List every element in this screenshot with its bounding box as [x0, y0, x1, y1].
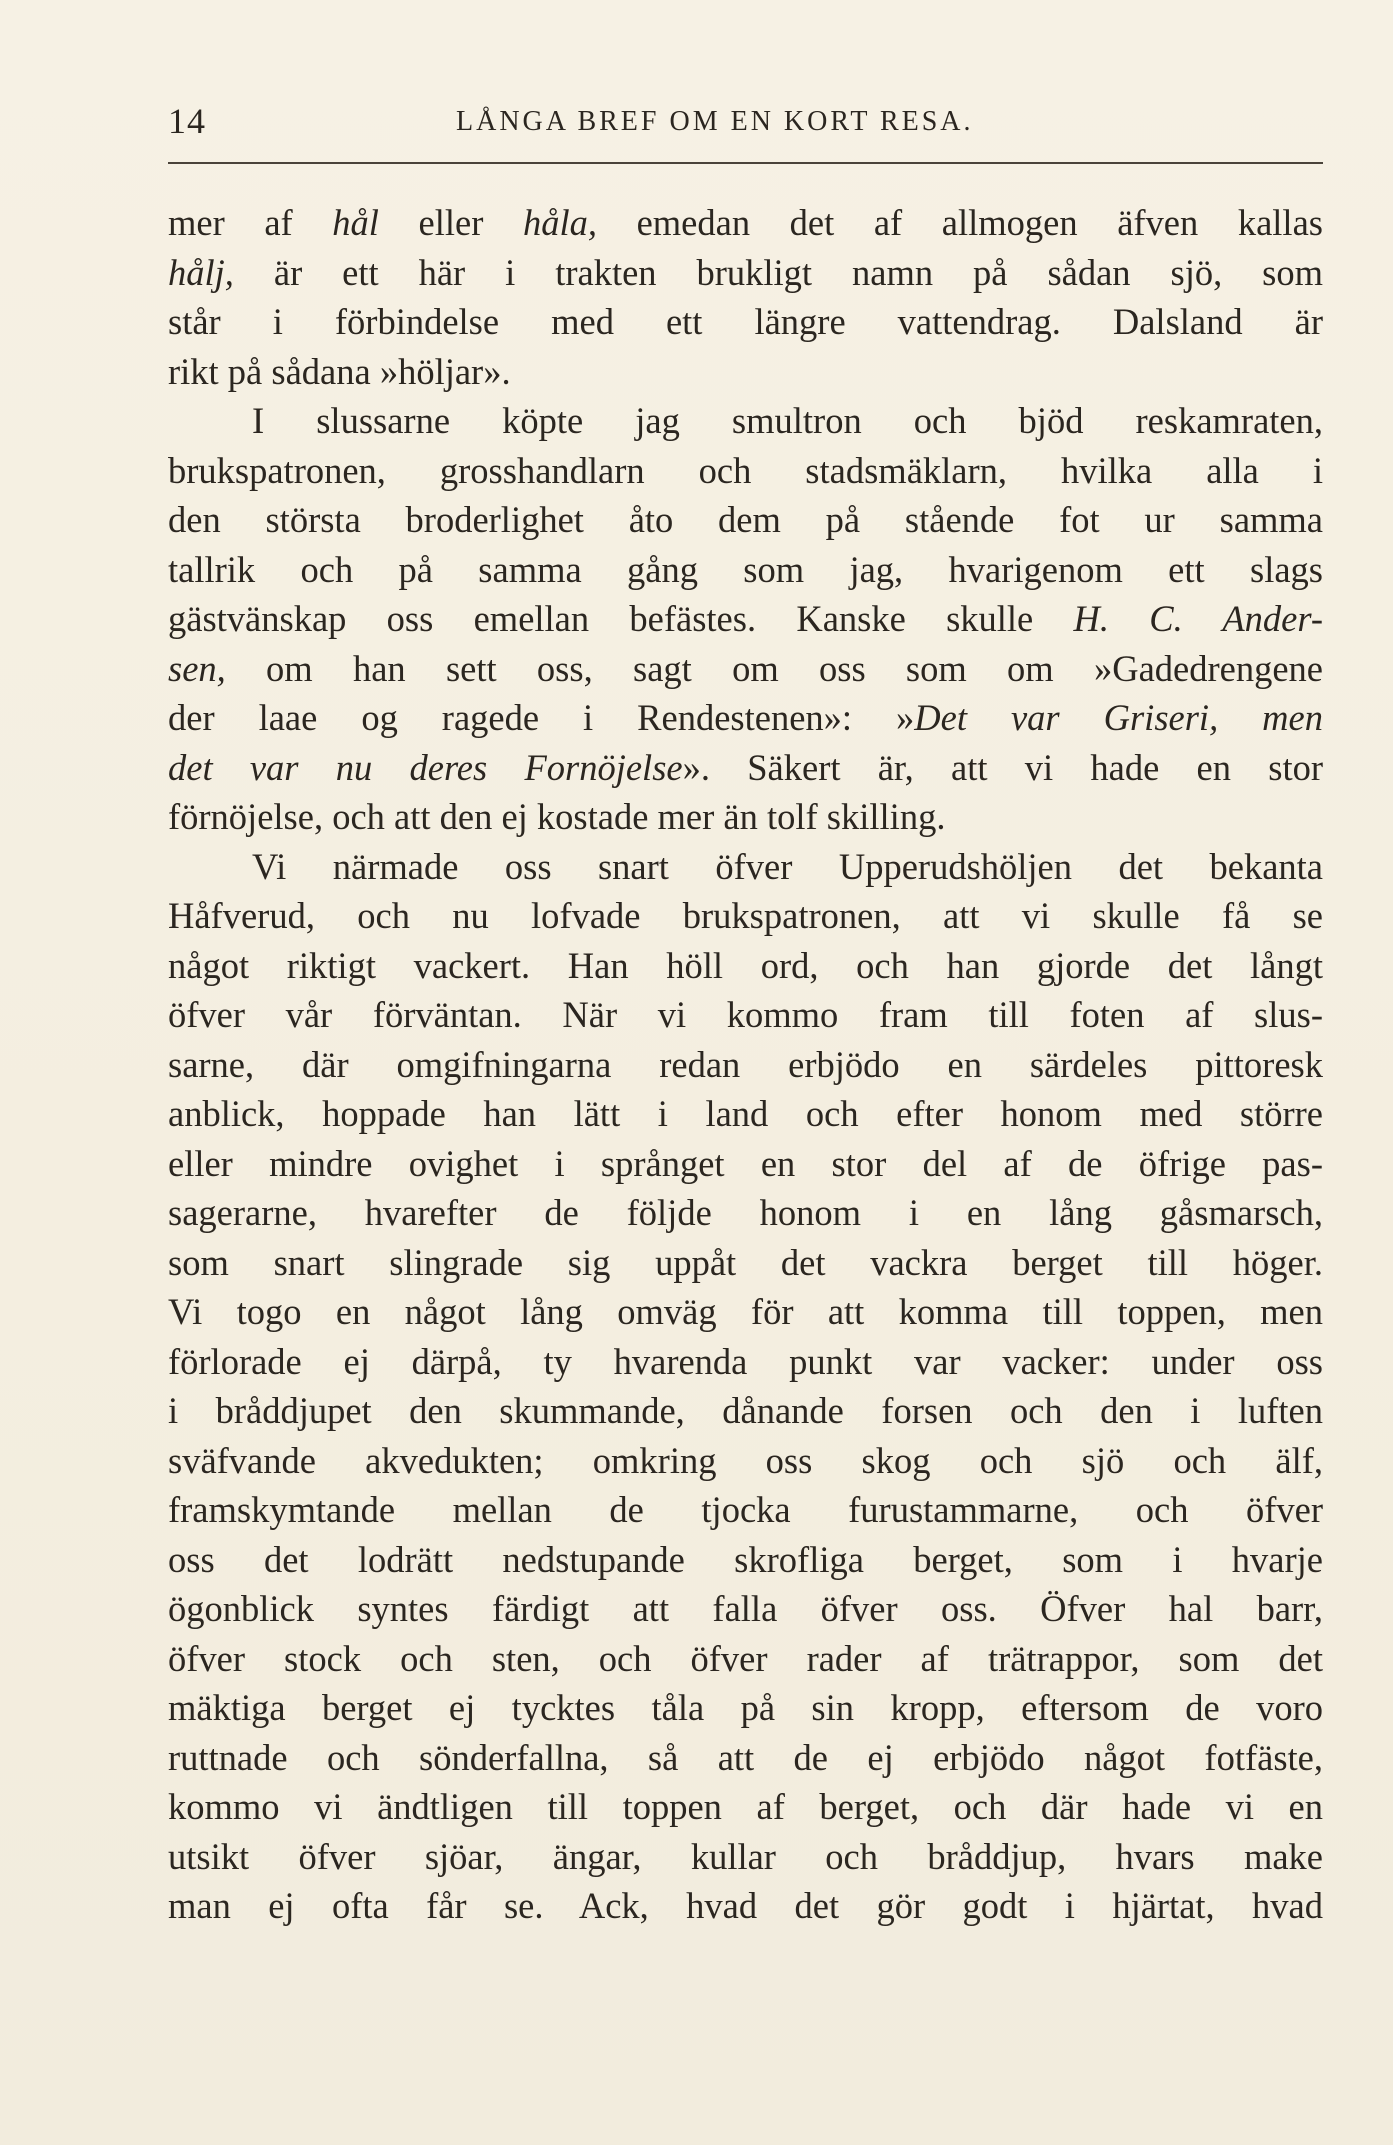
text-line	[168, 297, 1323, 347]
text-line	[168, 792, 1323, 842]
italic-text: sen,	[168, 647, 226, 689]
text-line	[168, 1040, 1323, 1090]
text-segment: gästvänskap oss emellan befästes. Kanske skulle	[168, 598, 1074, 639]
text-segment: förlorade ej därpå, ty hvarenda punkt var vacker: under oss	[168, 1340, 1323, 1382]
text-segment: eller mindre ovighet i språnget en stor del af de öfrige pas-	[168, 1142, 1323, 1184]
text-line	[168, 743, 1323, 793]
text-line	[168, 1881, 1323, 1931]
text-line	[168, 1584, 1323, 1634]
text-segment: ruttnade och sönderfallna, så att de ej erbjödo något fotfäste,	[168, 1736, 1323, 1778]
text-line	[168, 248, 1323, 298]
italic-text: H. C. Ander-	[1073, 598, 1324, 639]
text-segment: eller	[378, 202, 523, 243]
italic-text: det var nu deres Fornöjelse	[168, 746, 683, 788]
text-segment: Håfverud, och nu lofvade brukspatronen, att vi skulle få se	[168, 895, 1323, 936]
text-segment: i bråddjupet den skummande, dånande forsen och den i luften	[168, 1390, 1323, 1431]
header-rule	[168, 162, 1323, 164]
text-line	[168, 1535, 1323, 1585]
text-line	[168, 1634, 1323, 1684]
text-line	[168, 1287, 1323, 1337]
text-line	[168, 396, 1323, 446]
text-segment: öfver vår förväntan. När vi kommo fram till foten af slus-	[168, 994, 1323, 1035]
text-segment: ögonblick syntes färdigt att falla öfver oss. Öfver hal barr,	[168, 1588, 1323, 1629]
text-line	[168, 1683, 1323, 1733]
text-line	[168, 1436, 1323, 1486]
text-segment: öfver stock och sten, och öfver rader af trätrappor, som det	[168, 1637, 1323, 1679]
italic-text: Det var Griseri, men	[914, 697, 1323, 738]
text-line	[168, 1188, 1323, 1238]
text-segment: brukspatronen, grosshandlarn och stadsmäklarn, hvilka alla i	[168, 449, 1323, 491]
page-number: 14	[168, 101, 206, 141]
text-segment: I slussarne köpte jag smultron och bjöd reskamraten,	[252, 400, 1323, 441]
italic-text: håla,	[522, 202, 597, 243]
text-segment: som snart slingrade sig uppåt det vackra berget till höger.	[168, 1241, 1323, 1283]
body-text	[168, 198, 1323, 1931]
text-segment: der laae og ragede i Rendestenen»: »	[168, 697, 915, 738]
text-line	[168, 1485, 1323, 1535]
text-segment: något riktigt vackert. Han höll ord, och han gjorde det långt	[168, 944, 1323, 986]
text-line	[168, 1337, 1323, 1387]
text-line	[168, 1386, 1323, 1436]
text-segment: mer af	[168, 202, 333, 243]
text-segment: kommo vi ändtligen till toppen af berget, och där hade vi en	[168, 1786, 1323, 1827]
text-segment: utsikt öfver sjöar, ängar, kullar och bråddjup, hvars make	[168, 1835, 1323, 1877]
page-header	[168, 100, 1323, 152]
text-segment: sagerarne, hvarefter de följde honom i en lång gåsmarsch,	[168, 1192, 1323, 1233]
text-segment: tallrik och på samma gång som jag, hvarigenom ett slags	[168, 548, 1323, 590]
text-line	[168, 446, 1323, 496]
text-segment: mäktiga berget ej tycktes tåla på sin kropp, eftersom de voro	[168, 1687, 1323, 1728]
text-line	[168, 842, 1323, 892]
text-line	[168, 545, 1323, 595]
text-segment: Vi togo en något lång omväg för att komma till toppen, men	[168, 1291, 1323, 1332]
text-line	[168, 347, 1323, 397]
text-segment: anblick, hoppade han lätt i land och efter honom med större	[168, 1093, 1323, 1134]
text-line	[168, 594, 1323, 644]
text-line	[168, 1238, 1323, 1288]
text-line	[168, 198, 1323, 248]
text-segment: står i förbindelse med ett längre vattendrag. Dalsland är	[168, 301, 1323, 342]
text-line	[168, 644, 1323, 694]
italic-text: hål	[332, 202, 379, 243]
running-title: LÅNGA BREF OM EN KORT RESA.	[456, 106, 974, 137]
text-line	[168, 1733, 1323, 1783]
text-segment: framskymtande mellan de tjocka furustammarne, och öfver	[168, 1489, 1323, 1530]
text-line	[168, 1089, 1323, 1139]
text-line	[168, 1832, 1323, 1882]
text-segment: man ej ofta får se. Ack, hvad det gör godt i hjärtat, hvad	[168, 1885, 1323, 1926]
text-line	[168, 1139, 1323, 1189]
text-segment: om han sett oss, sagt om oss som om »Gadedrengene	[225, 647, 1323, 689]
text-line	[168, 891, 1323, 941]
text-segment: emedan det af allmogen äfven kallas	[596, 202, 1323, 243]
text-line	[168, 1782, 1323, 1832]
text-segment: den största broderlighet åto dem på stående fot ur samma	[168, 499, 1323, 540]
text-segment: är ett här i trakten brukligt namn på sådan sjö, som	[233, 251, 1323, 293]
text-segment: förnöjelse, och att den ej kostade mer än tolf skilling.	[168, 796, 946, 837]
text-line	[168, 495, 1323, 545]
text-segment: rikt på sådana »höljar».	[168, 350, 511, 392]
text-segment: Vi närmade oss snart öfver Upperudshöljen det bekanta	[252, 845, 1323, 887]
text-segment: sväfvande akvedukten; omkring oss skog och sjö och älf,	[168, 1439, 1323, 1481]
text-line	[168, 693, 1323, 743]
italic-text: hålj,	[168, 251, 234, 293]
text-segment: oss det lodrätt nedstupande skrofliga berget, som i hvarje	[168, 1538, 1323, 1580]
text-line	[168, 941, 1323, 991]
text-segment: sarne, där omgifningarna redan erbjödo en särdeles pittoresk	[168, 1043, 1323, 1085]
text-line	[168, 990, 1323, 1040]
text-segment: ». Säkert är, att vi hade en stor	[682, 746, 1323, 788]
